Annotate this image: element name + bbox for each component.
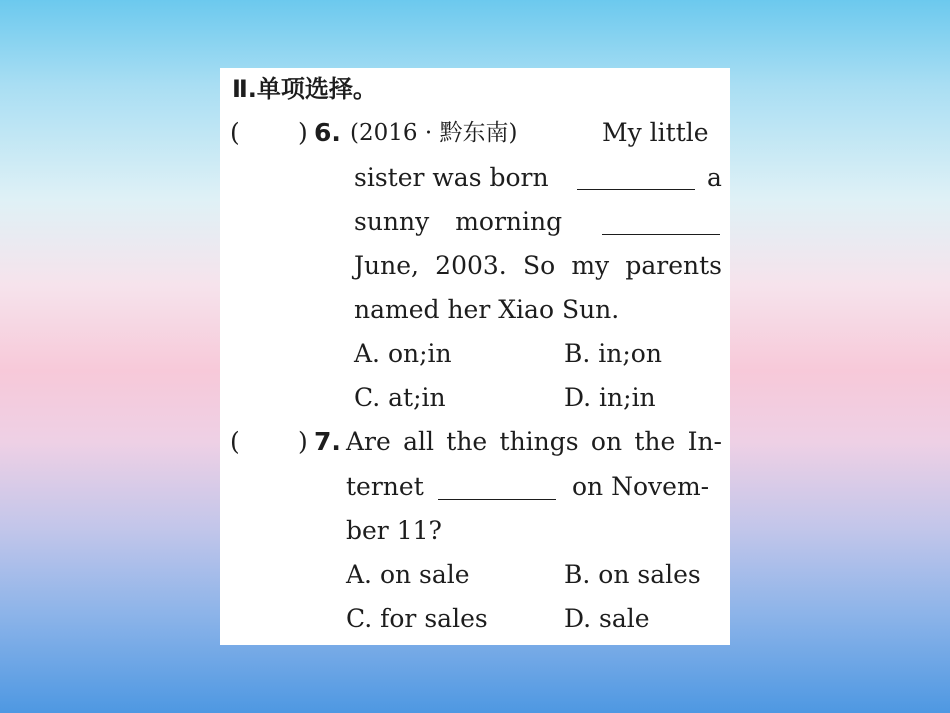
section-heading: Ⅱ.单项选择。 xyxy=(232,75,377,103)
question-number: 7. xyxy=(314,427,341,456)
answer-blank xyxy=(438,499,556,500)
answer-paren-open: ( xyxy=(230,118,240,147)
question-source: (2016 · 黔东南) xyxy=(350,120,518,146)
option-d: D. sale xyxy=(564,604,650,633)
answer-paren-open: ( xyxy=(230,427,240,456)
answer-blank xyxy=(577,189,695,190)
answer-paren-close: ) xyxy=(298,427,308,456)
answer-blank xyxy=(602,234,720,235)
option-b: B. on sales xyxy=(564,560,701,589)
question-text-line: a xyxy=(707,163,722,192)
question-text-line: on Novem- xyxy=(572,472,710,501)
question-text-line: ternet xyxy=(346,472,424,501)
option-a: A. on sale xyxy=(346,560,470,589)
question-text-line: Are all the things on the In- xyxy=(346,427,722,456)
option-c: C. at;in xyxy=(354,383,446,412)
option-c: C. for sales xyxy=(346,604,488,633)
option-b: B. in;on xyxy=(564,339,662,368)
question-text-line: named her Xiao Sun. xyxy=(354,295,620,324)
question-text-line: June, 2003. So my parents xyxy=(354,251,722,280)
exercise-card xyxy=(220,68,730,645)
question-text-line: sunny morning xyxy=(354,207,563,236)
question-text-line: sister was born xyxy=(354,163,549,192)
question-text-line: ber 11? xyxy=(346,516,442,545)
question-text-line: My little xyxy=(602,118,709,147)
question-number: 6. xyxy=(314,118,341,147)
option-d: D. in;in xyxy=(564,383,656,412)
option-a: A. on;in xyxy=(354,339,452,368)
answer-paren-close: ) xyxy=(298,118,308,147)
